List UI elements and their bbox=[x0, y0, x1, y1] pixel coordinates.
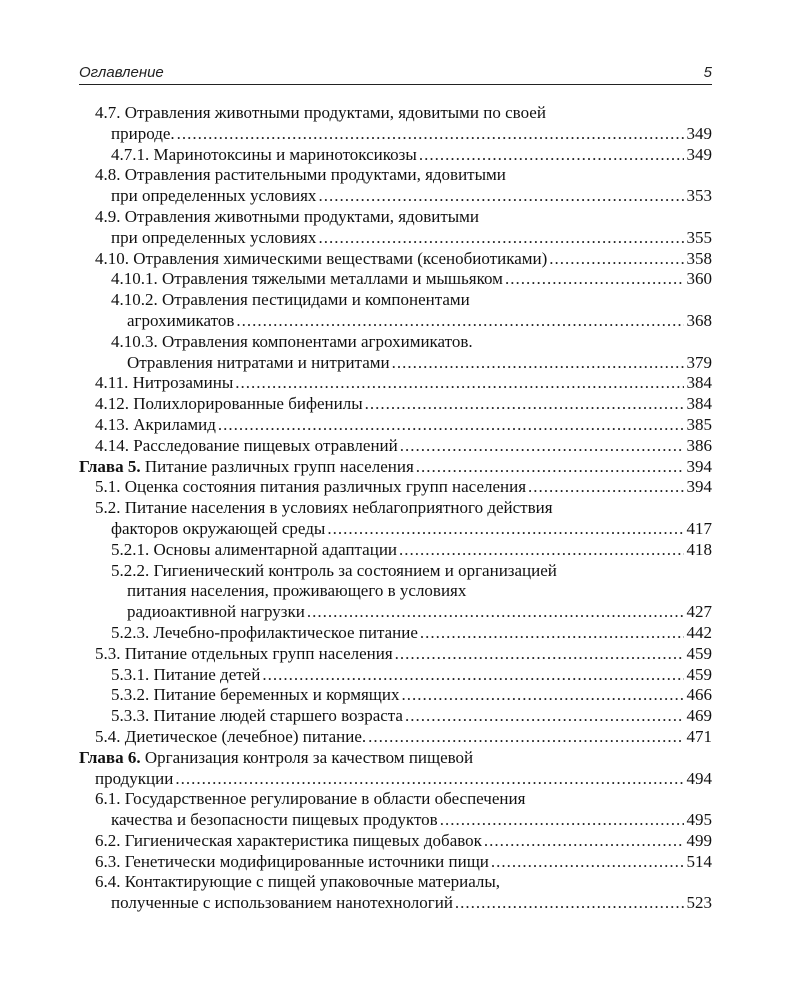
toc-entry bbox=[79, 685, 712, 706]
toc-entry-title: 4.13. Акриламид bbox=[95, 414, 216, 434]
toc-entry-title: при определенных условиях bbox=[111, 186, 317, 206]
toc-entry-title: 4.9. Отравления животными продуктами, ядовитыми bbox=[95, 206, 480, 226]
toc-entry bbox=[79, 561, 712, 582]
toc-entry bbox=[79, 540, 712, 561]
dot-leader bbox=[419, 145, 684, 166]
toc-entry-title: 6.1. Государственное регулирование в области обеспечения bbox=[95, 789, 526, 809]
toc-entry bbox=[79, 893, 712, 914]
dot-leader bbox=[218, 415, 684, 436]
toc-entry bbox=[79, 353, 712, 374]
toc-entry bbox=[79, 665, 712, 686]
toc-entry bbox=[79, 852, 712, 873]
toc-entry-title: качества и безопасности пищевых продуктов bbox=[111, 810, 438, 830]
running-header bbox=[79, 62, 712, 85]
toc-entry-page: 386 bbox=[686, 435, 712, 455]
dot-leader bbox=[327, 519, 683, 540]
toc-entry-page: 469 bbox=[686, 706, 712, 726]
toc-entry bbox=[79, 581, 712, 602]
toc-entry bbox=[79, 373, 712, 394]
toc-entry-page: 394 bbox=[686, 477, 712, 497]
toc-entry-page: 418 bbox=[686, 539, 712, 559]
toc-chapter-entry bbox=[79, 748, 712, 769]
toc-entry bbox=[79, 872, 712, 893]
toc-entry-page: 358 bbox=[686, 248, 712, 268]
toc-entry bbox=[79, 165, 712, 186]
toc-entry-title: 4.7. Отравления животными продуктами, ядовитыми по своей bbox=[95, 103, 546, 122]
dot-leader bbox=[235, 373, 683, 394]
toc-entry-title: 4.11. Нитрозамины bbox=[95, 373, 234, 393]
dot-leader bbox=[505, 269, 684, 290]
toc-entry bbox=[79, 249, 712, 270]
toc-entry-page: 384 bbox=[686, 373, 712, 393]
toc-entry-page: 417 bbox=[686, 518, 712, 538]
toc-entry-page: 471 bbox=[686, 726, 712, 746]
dot-leader bbox=[402, 685, 684, 706]
dot-leader bbox=[405, 706, 684, 727]
toc-entry bbox=[79, 311, 712, 332]
toc-entry-page: 459 bbox=[686, 643, 712, 663]
toc-chapter-entry bbox=[79, 457, 712, 478]
toc-entry-title: 4.7.1. Маринотоксины и маринотоксикозы bbox=[111, 144, 417, 164]
toc-entry bbox=[79, 228, 712, 249]
toc-entry-page: 499 bbox=[686, 830, 712, 850]
toc-entry-page: 394 bbox=[686, 456, 712, 476]
toc-entry-title: Организация контроля за качеством пищевой bbox=[144, 747, 474, 767]
toc-entry-page: 459 bbox=[686, 664, 712, 684]
toc-entry-title: природе. bbox=[111, 123, 175, 143]
toc-entry bbox=[79, 727, 712, 748]
toc-entry bbox=[79, 103, 712, 124]
toc-entry-page: 349 bbox=[686, 144, 712, 164]
toc-entry-page: 355 bbox=[686, 227, 712, 247]
toc-entry-title: 5.3.2. Питание беременных и кормящих bbox=[111, 685, 400, 705]
toc-entry-page: 384 bbox=[686, 394, 712, 414]
toc-entry-title: питания населения, проживающего в условиях bbox=[127, 581, 467, 601]
dot-leader bbox=[175, 769, 683, 790]
dot-leader bbox=[177, 124, 684, 145]
dot-leader bbox=[420, 623, 684, 644]
toc-entry-title: 5.3.3. Питание людей старшего возраста bbox=[111, 706, 403, 726]
toc-entry-page: 495 bbox=[686, 810, 712, 830]
toc-entry bbox=[79, 789, 712, 810]
toc-entry-title: 4.12. Полихлорированные бифенилы bbox=[95, 394, 363, 414]
toc-entry-page: 427 bbox=[686, 602, 712, 622]
toc-entry bbox=[79, 831, 712, 852]
toc-entry bbox=[79, 124, 712, 145]
toc-entry bbox=[79, 269, 712, 290]
toc-entry bbox=[79, 644, 712, 665]
toc-entry-title: 4.8. Отравления растительными продуктами, ядовитыми bbox=[95, 165, 506, 185]
toc-entry-page: 385 bbox=[686, 414, 712, 434]
toc-entry-page: 523 bbox=[686, 893, 712, 913]
toc-entry-page: 494 bbox=[686, 768, 712, 788]
dot-leader bbox=[400, 436, 684, 457]
toc-entry bbox=[79, 477, 712, 498]
toc-entry-title: 5.4. Диетическое (лечебное) питание. bbox=[95, 726, 367, 746]
toc-entry-title: 5.3. Питание отдельных групп населения bbox=[95, 643, 393, 663]
dot-leader bbox=[318, 228, 683, 249]
toc-entry-title: 5.2. Питание населения в условиях неблагоприятного действия bbox=[95, 498, 553, 518]
dot-leader bbox=[399, 540, 683, 561]
toc-entry-title: 4.10. Отравления химическими веществами (ксенобиотиками) bbox=[95, 248, 548, 268]
toc-entry-title: 5.2.2. Гигиенический контроль за состоянием и организацией bbox=[111, 560, 557, 580]
toc-entry bbox=[79, 207, 712, 228]
dot-leader bbox=[307, 602, 684, 623]
toc-entry-title: 5.2.1. Основы алиментарной адаптации bbox=[111, 539, 398, 559]
table-of-contents bbox=[79, 103, 712, 914]
toc-entry-title: факторов окружающей среды bbox=[111, 518, 326, 538]
dot-leader bbox=[318, 186, 683, 207]
dot-leader bbox=[455, 893, 684, 914]
toc-entry-title: Отравления нитратами и нитритами bbox=[127, 352, 390, 372]
toc-entry bbox=[79, 186, 712, 207]
toc-entry bbox=[79, 810, 712, 831]
toc-entry bbox=[79, 332, 712, 353]
toc-entry-page: 349 bbox=[686, 123, 712, 143]
toc-entry-page: 442 bbox=[686, 622, 712, 642]
toc-entry-page: 360 bbox=[686, 269, 712, 289]
chapter-label: Глава 5. bbox=[79, 456, 141, 476]
toc-entry bbox=[79, 706, 712, 727]
toc-entry-title: 6.3. Генетически модифицированные источники пищи bbox=[95, 851, 489, 871]
toc-entry-title: 5.1. Оценка состояния питания различных групп населения bbox=[95, 477, 527, 497]
toc-entry-title: 4.10.3. Отравления компонентами агрохимикатов. bbox=[111, 331, 473, 351]
toc-entry bbox=[79, 436, 712, 457]
dot-leader bbox=[365, 394, 684, 415]
toc-entry-title: продукции bbox=[95, 768, 174, 788]
toc-entry-title: 6.4. Контактирующие с пищей упаковочные материалы, bbox=[95, 872, 501, 892]
page-number: 5 bbox=[703, 64, 712, 81]
dot-leader bbox=[395, 644, 684, 665]
toc-entry-title: 6.2. Гигиеническая характеристика пищевых добавок bbox=[95, 830, 482, 850]
toc-entry-page: 379 bbox=[686, 352, 712, 372]
toc-entry-page: 514 bbox=[686, 851, 712, 871]
dot-leader bbox=[368, 727, 683, 748]
toc-entry bbox=[79, 394, 712, 415]
toc-entry bbox=[79, 498, 712, 519]
toc-entry bbox=[79, 623, 712, 644]
toc-entry-title: полученные с использованием нанотехнологий bbox=[111, 893, 453, 913]
toc-entry-title: агрохимикатов bbox=[127, 310, 235, 330]
toc-entry bbox=[79, 290, 712, 311]
toc-entry-title: Питание различных групп населения bbox=[144, 456, 414, 476]
toc-entry-page: 368 bbox=[686, 310, 712, 330]
toc-entry-title: радиоактивной нагрузки bbox=[127, 602, 305, 622]
dot-leader bbox=[549, 249, 683, 270]
dot-leader bbox=[528, 477, 683, 498]
toc-entry-title: 5.2.3. Лечебно-профилактическое питание bbox=[111, 622, 418, 642]
toc-entry bbox=[79, 602, 712, 623]
chapter-label: Глава 6. bbox=[79, 747, 141, 767]
toc-entry-title: 5.3.1. Питание детей bbox=[111, 664, 261, 684]
toc-entry-title: при определенных условиях bbox=[111, 227, 317, 247]
dot-leader bbox=[440, 810, 684, 831]
dot-leader bbox=[416, 457, 684, 478]
toc-entry-page: 466 bbox=[686, 685, 712, 705]
dot-leader bbox=[491, 852, 684, 873]
dot-leader bbox=[262, 665, 683, 686]
toc-entry bbox=[79, 415, 712, 436]
toc-entry-title: 4.10.2. Отравления пестицидами и компонентами bbox=[111, 290, 470, 310]
dot-leader bbox=[484, 831, 684, 852]
section-title: Оглавление bbox=[79, 64, 164, 81]
toc-entry bbox=[79, 519, 712, 540]
toc-entry-title: 4.10.1. Отравления тяжелыми металлами и мышьяком bbox=[111, 269, 503, 289]
toc-entry-title: 4.14. Расследование пищевых отравлений bbox=[95, 435, 398, 455]
toc-entry-page: 353 bbox=[686, 186, 712, 206]
toc-entry bbox=[79, 769, 712, 790]
dot-leader bbox=[236, 311, 683, 332]
dot-leader bbox=[392, 353, 684, 374]
toc-entry bbox=[79, 145, 712, 166]
